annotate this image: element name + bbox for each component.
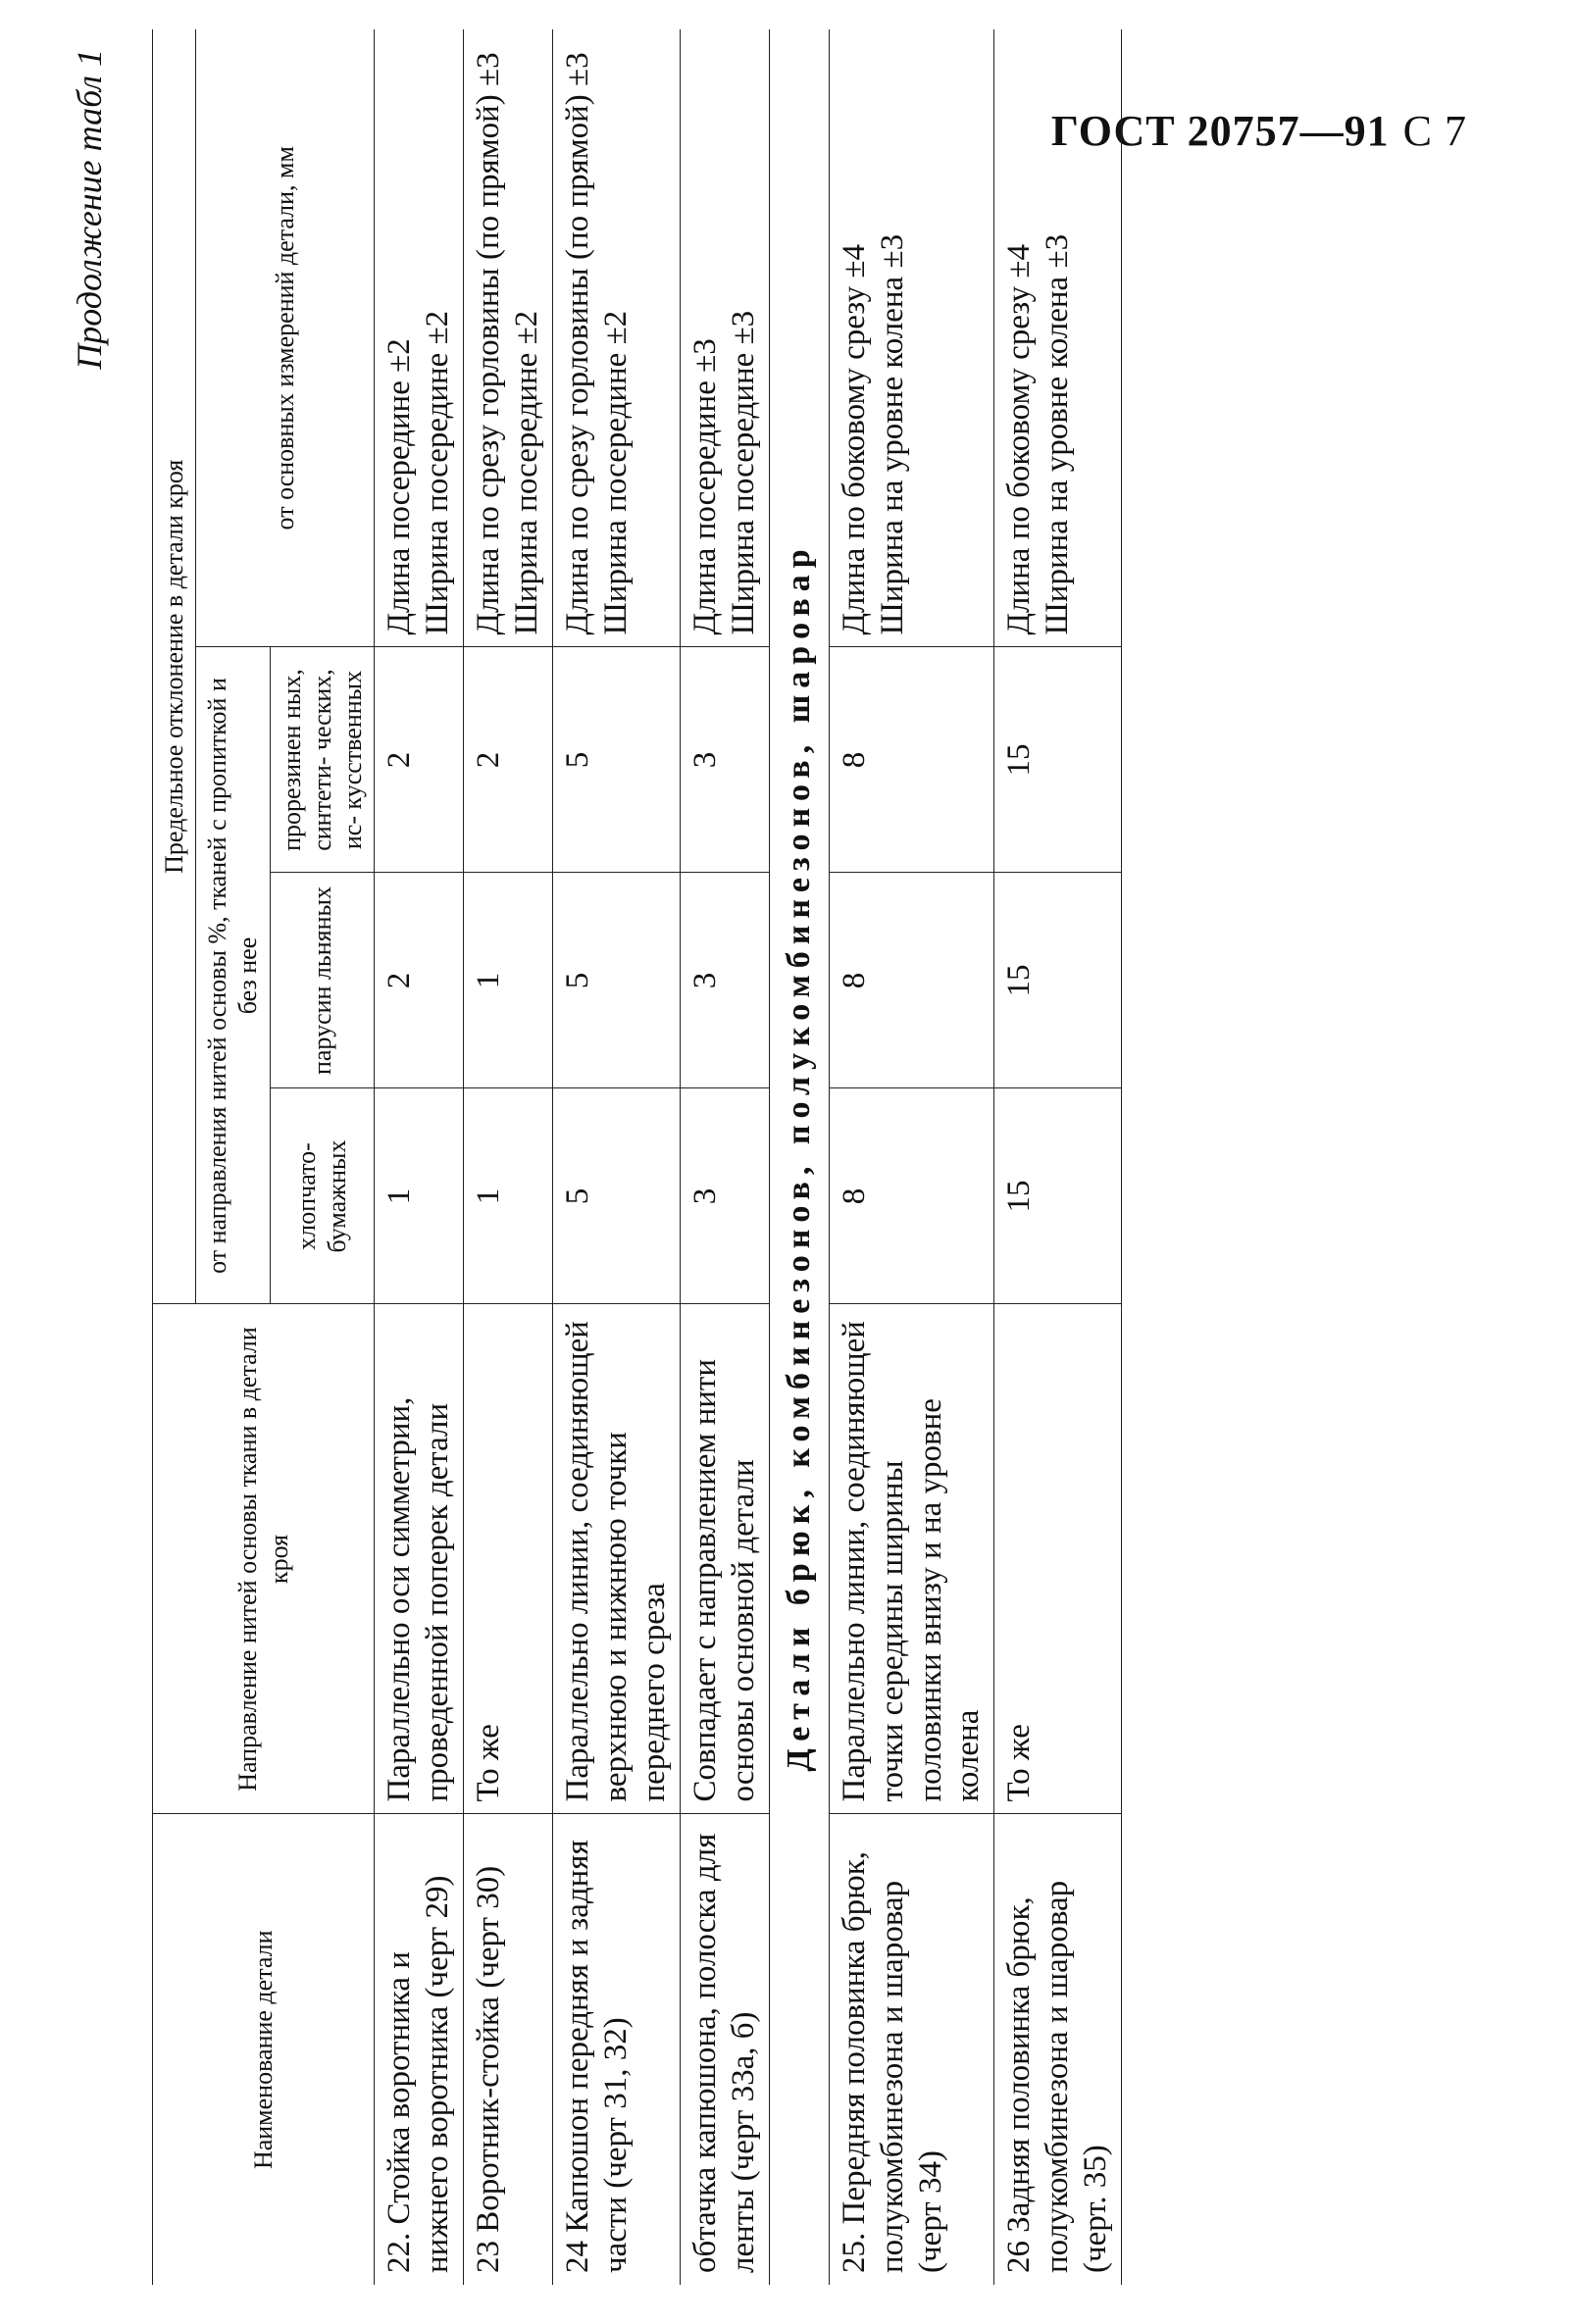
row-cotton: 3	[680, 1088, 769, 1304]
row-linen: 2	[375, 873, 464, 1088]
page-number: С 7	[1402, 107, 1467, 155]
table-continuation-label: Продолжение табл 1	[70, 49, 109, 370]
row-name: 24 Капюшон передняя и задняя части (черт 31, 32)	[552, 1814, 680, 2285]
row-measurements: Длина по боковому срезу ±4 Ширина на уровне колена ±3	[829, 29, 994, 647]
row-cotton: 15	[994, 1088, 1122, 1304]
row-direction: То же	[464, 1304, 553, 1814]
table-row	[829, 29, 994, 2285]
document-code: ГОСТ 20757—91	[1050, 107, 1390, 155]
row-rubberized: 2	[464, 647, 553, 873]
row-measurements: Длина по срезу горловины (по прямой) ±3 Ширина посередине ±2	[464, 29, 553, 647]
tolerance-table	[152, 29, 1122, 2285]
section-heading-row	[769, 29, 829, 2285]
header-rubberized: прорезинен ных, синтети- ческих, ис- кусственных	[270, 647, 375, 873]
table-row	[375, 29, 464, 2285]
header-direction: Направление нитей основы ткани в детали кроя	[153, 1304, 375, 1814]
header-name: Наименование детали	[153, 1814, 375, 2285]
row-rubberized: 2	[375, 647, 464, 873]
row-name: обтачка капюшона, полоска для ленты (черт 33а, б)	[680, 1814, 769, 2285]
row-direction: Параллельно линии, соединяющей верхнюю и нижнюю точки переднего среза	[552, 1304, 680, 1814]
row-direction: Параллельно оси симметрии, проведенной поперек детали	[375, 1304, 464, 1814]
header-cotton: хлопчато-бумажных	[270, 1088, 375, 1304]
row-measurements: Длина посередине ±3 Ширина посередине ±3	[680, 29, 769, 647]
row-measurements: Длина посередине ±2 Ширина посередине ±2	[375, 29, 464, 647]
row-measurements: Длина по срезу горловины (по прямой) ±3 Ширина посередине ±2	[552, 29, 680, 647]
row-rubberized: 3	[680, 647, 769, 873]
row-cotton: 8	[829, 1088, 994, 1304]
section-title: Детали брюк, комбинезонов, полукомбинезонов, шаровар	[769, 29, 829, 2285]
row-measurements: Длина по боковому срезу ±4 Ширина на уровне колена ±3	[994, 29, 1122, 647]
table-row	[464, 29, 553, 2285]
row-cotton: 5	[552, 1088, 680, 1304]
row-linen: 1	[464, 873, 553, 1088]
row-linen: 15	[994, 873, 1122, 1088]
row-rubberized: 5	[552, 647, 680, 873]
table-row	[994, 29, 1122, 2285]
row-linen: 5	[552, 873, 680, 1088]
table-row	[552, 29, 680, 2285]
header-deviation: Предельное отклонение в детали кроя	[153, 29, 196, 1304]
row-name: 23 Воротник-стойка (черт 30)	[464, 1814, 553, 2285]
header-from-direction: от направления нитей основы %, тканей с пропиткой и без нее	[196, 647, 270, 1304]
header-linen: парусин льняных	[270, 873, 375, 1088]
table-row	[680, 29, 769, 2285]
row-linen: 8	[829, 873, 994, 1088]
rotated-content	[59, 29, 1530, 2285]
header-main-measurements: от основных измерений детали, мм	[196, 29, 375, 647]
row-direction: То же	[994, 1304, 1122, 1814]
row-name: 22. Стойка воротника и нижнего воротника (черт 29)	[375, 1814, 464, 2285]
row-name: 25. Передняя половинка брюк, полукомбинезона и шаровар (черт 34)	[829, 1814, 994, 2285]
row-cotton: 1	[464, 1088, 553, 1304]
row-direction: Параллельно линии, соединяющей точки середины ширины половинки внизу и на уровне колена	[829, 1304, 994, 1814]
row-rubberized: 15	[994, 647, 1122, 873]
row-rubberized: 8	[829, 647, 994, 873]
row-direction: Совпадает с направлением нити основы основной детали	[680, 1304, 769, 1814]
row-cotton: 1	[375, 1088, 464, 1304]
row-linen: 3	[680, 873, 769, 1088]
row-name: 26 Задняя половинка брюк, полукомбинезона и шаровар (черт. 35)	[994, 1814, 1122, 2285]
